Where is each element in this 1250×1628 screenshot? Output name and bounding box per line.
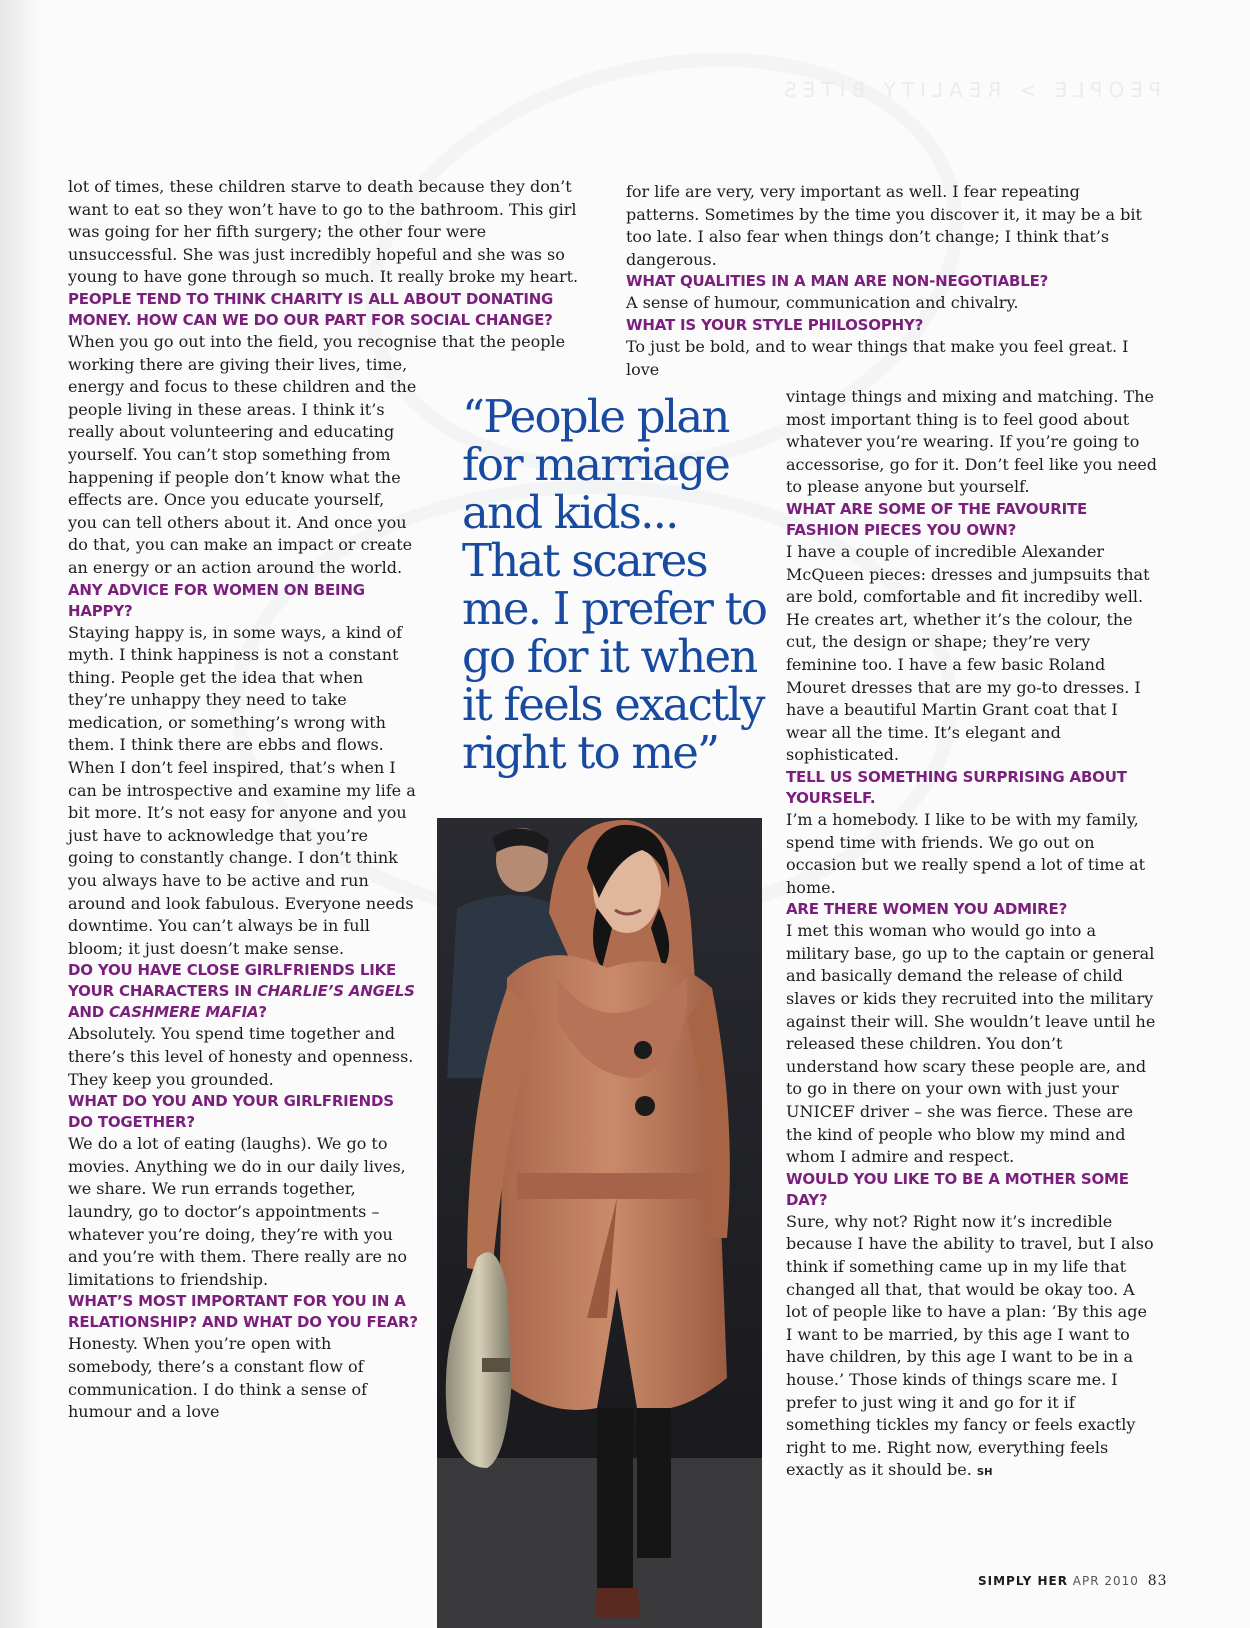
intro-paragraph: lot of times, these children starve to death because they don’t want to eat so they won’t have to go to the bathroom. This girl was going for her fifth surgery; the other four were unsuccessful. She was just incredibly hopeful and she was so young to have gone through so much. It really broke my heart. (68, 177, 579, 287)
answer-paragraph: Absolutely. You spend time together and there’s this level of honesty and openness. They keep you grounded. (68, 1024, 414, 1089)
answer-paragraph: To just be bold, and to wear things that make you feel great. I love (626, 336, 1129, 379)
question-heading: PEOPLE TEND TO THINK CHARITY IS ALL ABOUT DONATING MONEY. HOW CAN WE DO OUR PART FOR SOCIAL CHANGE? (68, 289, 554, 329)
photo-woman-in-camel-coat (437, 818, 762, 1628)
answer-paragraph: I have a couple of incredible Alexander McQueen pieces: dresses and jumpsuits that are bold, comfortable and fit incrediby well. He creates art, whether it’s the colour, the cut, the design or shape; they’re very feminine too. I have a few basic Roland Mouret dresses that are my go-to dresses. I have a beautiful Martin Grant coat that I wear all the time. It’s elegant and sophisticated. (786, 541, 1150, 765)
question-heading: DO YOU HAVE CLOSE GIRLFRIENDS LIKE YOUR CHARACTERS IN CHARLIE’S ANGELS AND CASHMERE MAFIA? (68, 961, 415, 1022)
photo-illustration (437, 818, 762, 1628)
right-top-column (626, 181, 1146, 381)
page-footer (978, 1573, 1168, 1589)
question-heading: WHAT ARE SOME OF THE FAVOURITE FASHION PIECES YOU OWN? (786, 499, 1088, 539)
page-number: 83 (1147, 1573, 1168, 1589)
section-header: PEOPLE > REALITY BITES (778, 78, 1161, 102)
answer-paragraph: When you go out into the field, you recognise that the people (68, 331, 566, 351)
answer-paragraph: Staying happy is, in some ways, a kind of myth. I think happiness is not a constant thing. People get the idea that when they’re unhappy they need to take medication, or something’s wrong with them. I think there are ebbs and flows. When I don’t feel inspired, that’s when I can be introspective and examine my life a bit more. It’s not easy for anyone and you just have to acknowledge that you’re going to constantly change. I don’t think you always have to be active and run around and look fabulous. Everyone needs downtime. You can’t always be in full bloom; it just doesn’t make sense. (68, 622, 416, 958)
question-heading: WHAT DO YOU AND YOUR GIRLFRIENDS DO TOGETHER? (68, 1092, 394, 1132)
answer-paragraph: Honesty. When you’re open with somebody, there’s a constant flow of communication. I do think a sense of humour and a love (68, 1334, 368, 1422)
answer-paragraph: I met this woman who would go into a military base, go up to the captain or general and basically demand the release of child slaves or kids they recruited into the military against their will. She wouldn’t leave until he released these children. You don’t understand how scary these people are, and to go in there on your own with just your UNICEF driver – she was fierce. These are the kind of people who blow my mind and whom I admire and respect. (786, 921, 1156, 1167)
question-heading: WHAT QUALITIES IN A MAN ARE NON-NEGOTIABLE? (626, 272, 1049, 291)
answer-paragraph: vintage things and mixing and matching. The most important thing is to feel good about whatever you’re wearing. If you’re going to accessorise, go for it. Don’t feel like you need to please anyone but yourself. (786, 387, 1158, 497)
answer-paragraph: for life are very, very important as well. I fear repeating patterns. Sometimes by the time you discover it, it may be a bit too late. I also fear when things don’t change; I think that’s dangerous. (626, 182, 1142, 269)
answer-paragraph: I’m a homebody. I like to be with my family, spend time with friends. We go out on occasion but we really spend a lot of time at home. (786, 809, 1146, 897)
question-heading: TELL US SOMETHING SURPRISING ABOUT YOURSELF. (786, 767, 1127, 807)
issue-date: APR 2010 (1072, 1574, 1139, 1588)
author-signature: SH (976, 1467, 993, 1479)
answer-paragraph: A sense of humour, communication and chivalry. (626, 293, 1019, 313)
question-heading: WOULD YOU LIKE TO BE A MOTHER SOME DAY? (786, 1169, 1129, 1209)
question-heading: ANY ADVICE FOR WOMEN ON BEING HAPPY? (68, 580, 365, 620)
right-column (786, 386, 1158, 1485)
question-heading: WHAT IS YOUR STYLE PHILOSOPHY? (626, 315, 924, 334)
magazine-name: SIMPLY HER (978, 1574, 1068, 1588)
answer-paragraph: working there are giving their lives, time, energy and focus to these children and the people living in these areas. I think it’s really about volunteering and educating yourself. You can’t stop something from happening if people don’t know what the effects are. Once you educate yourself, you can tell others about it. And once you do that, you can make an impact or create an energy or an action around the world. (68, 354, 417, 577)
answer-paragraph: We do a lot of eating (laughs). We go to movies. Anything we do in our daily lives, we share. We run errands together, laundry, go to doctor’s appointments – whatever you’re doing, they’re with you and you’re with them. There really are no limitations to friendship. (68, 1134, 407, 1289)
answer-paragraph: Sure, why not? Right now it’s incredible because I have the ability to travel, but I also think if something came up in my life that changed all that, that would be okay too. A lot of people like to have a plan: ‘By this age I want to be married, by this age I want to have children, by this age I want to be in a house.’ Those kinds of things scare me. I prefer to just wing it and go for it if something tickles my fancy or feels exactly right to me. Right now, everything feels exactly as it should be. SH (786, 1211, 1154, 1480)
pull-quote: “People plan for marriage and kids... That scares me. I prefer to go for it when it feels exactly right to me” (462, 390, 767, 779)
question-heading: WHAT’S MOST IMPORTANT FOR YOU IN A RELATIONSHIP? AND WHAT DO YOU FEAR? (68, 1292, 418, 1332)
page-gutter-shadow (0, 0, 40, 1628)
question-heading: ARE THERE WOMEN YOU ADMIRE? (786, 900, 1068, 919)
